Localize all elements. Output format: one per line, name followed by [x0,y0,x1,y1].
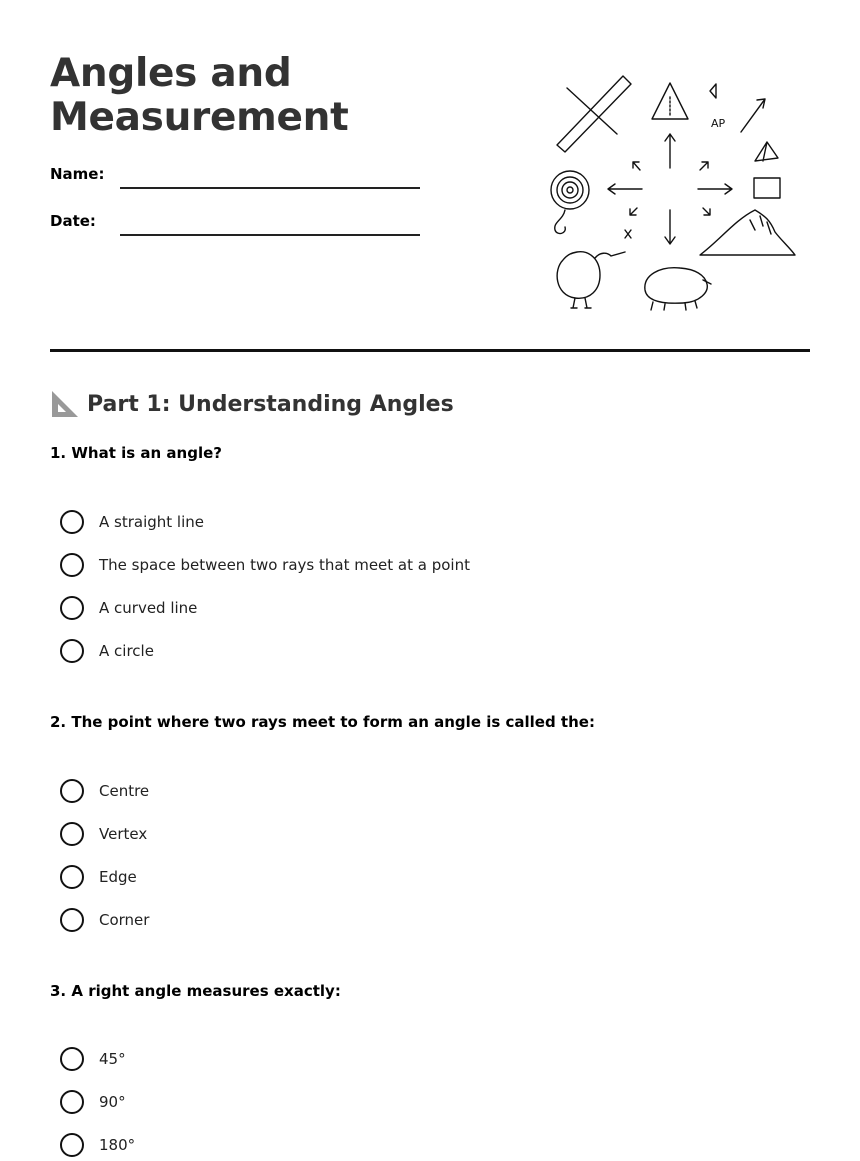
triangle-icon [652,83,688,119]
option-label: 90° [99,1093,126,1111]
date-input-line[interactable] [120,234,420,236]
option-label: Corner [99,911,150,929]
q3-option-a[interactable] [60,1046,126,1072]
geometry-illustration [545,70,805,320]
radio-button[interactable] [60,908,84,932]
arrow-diagonal-icon [741,99,765,132]
radio-button[interactable] [60,1090,84,1114]
ruler-icon [557,76,631,152]
radio-button[interactable] [60,779,84,803]
q1-option-c[interactable] [60,595,197,621]
q2-option-c[interactable] [60,864,137,890]
radio-button[interactable] [60,510,84,534]
section-header [50,388,454,420]
small-triangle-icon [710,84,716,98]
radio-button[interactable] [60,553,84,577]
option-label: The space between two rays that meet at a point [99,556,470,574]
radio-button[interactable] [60,1133,84,1157]
q1-option-b[interactable] [60,552,470,578]
q2-option-d[interactable] [60,907,149,933]
q1-option-a[interactable] [60,509,204,535]
pyramid-icon [755,142,778,161]
ammonite-icon [551,171,589,234]
option-label: Centre [99,782,150,800]
kiwi-bird-icon [557,252,625,308]
option-label: Vertex [99,825,148,843]
section-title: Part 1: Understanding Angles [87,391,454,417]
radio-button[interactable] [60,865,84,889]
option-label: 45° [99,1050,126,1068]
compass-arrows-icon [608,134,732,244]
option-label: A straight line [99,513,204,531]
radio-button[interactable] [60,596,84,620]
rectangle-icon [754,178,780,198]
title-line-1: Angles and [50,51,292,96]
q1-option-d[interactable] [60,638,154,664]
option-label: A curved line [99,599,198,617]
name-label: Name: [50,165,105,183]
hedgehog-icon [645,268,711,310]
option-label: 180° [99,1136,136,1154]
option-label: A circle [99,642,154,660]
ap-symbol: AP [711,117,726,130]
set-square-icon [50,389,80,419]
radio-button[interactable] [60,1047,84,1071]
worksheet-title [50,52,348,140]
radio-button[interactable] [60,822,84,846]
question-1: 1. What is an angle? [50,444,222,462]
header-divider [50,349,810,352]
name-input-line[interactable] [120,187,420,189]
q2-option-b[interactable] [60,821,147,847]
question-3: 3. A right angle measures exactly: [50,982,341,1000]
q3-option-c[interactable] [60,1132,135,1158]
date-label: Date: [50,212,96,230]
option-label: Edge [99,868,137,886]
mountain-icon [700,210,795,255]
title-line-2: Measurement [50,95,349,140]
radio-button[interactable] [60,639,84,663]
question-2: 2. The point where two rays meet to form an angle is called the: [50,713,595,731]
q3-option-b[interactable] [60,1089,126,1115]
q2-option-a[interactable] [60,778,149,804]
